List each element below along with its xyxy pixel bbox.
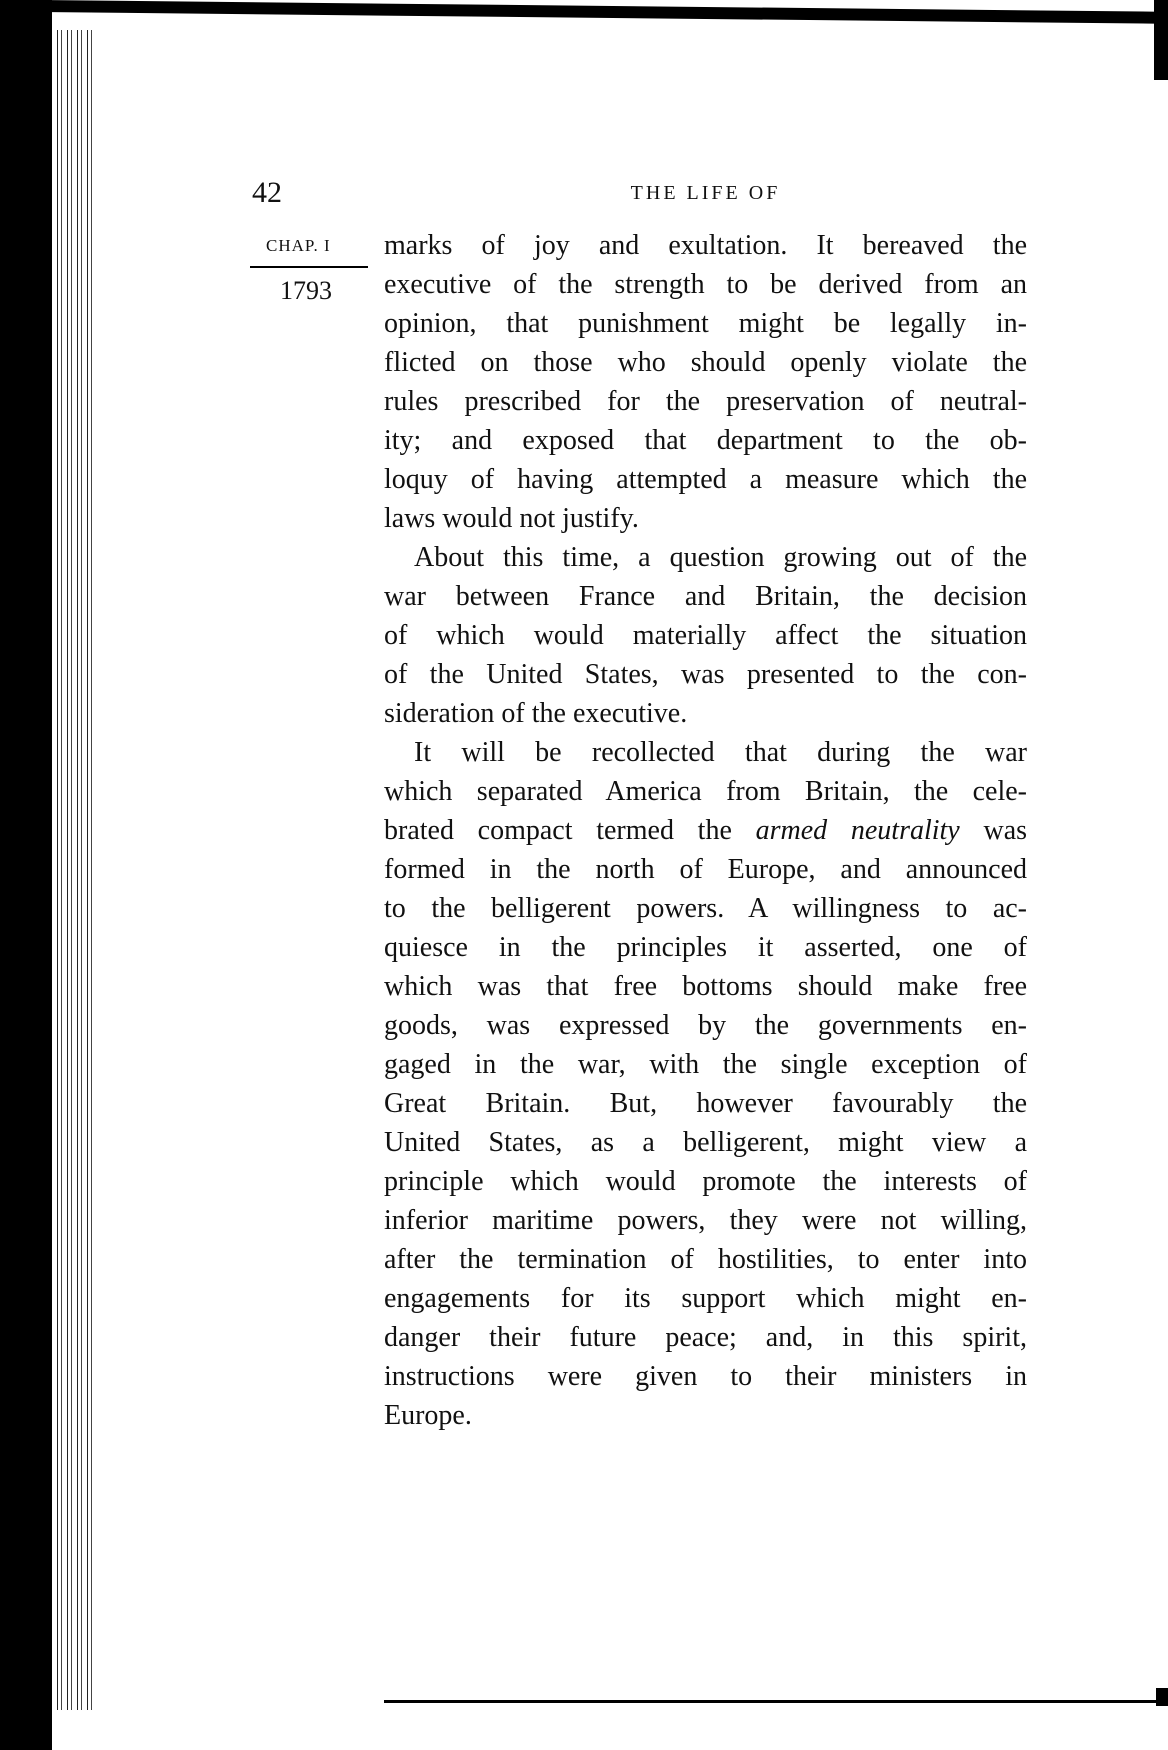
text-line: It will be recollected that during the war [414, 737, 1027, 768]
scan-bottom-right-edge [1156, 1688, 1168, 1706]
text-line: marks of joy and exultation. It bereaved the [384, 230, 1027, 261]
body-text [384, 226, 1027, 1435]
text-line: laws would not justify. [384, 503, 639, 534]
text-segment: was [983, 815, 1028, 846]
text-line: Great Britain. But, however favourably the [384, 1088, 1027, 1119]
margin-year: 1793 [280, 276, 332, 305]
scan-spine-lines [52, 30, 96, 1710]
text-segment: brated compact termed the [384, 815, 732, 846]
margin-rule [250, 266, 368, 268]
text-line: formed in the north of Europe, and announced [384, 854, 1027, 885]
text-line: rules prescribed for the preservation of neutral- [384, 386, 1027, 417]
text-line: which was that free bottoms should make free [384, 971, 1027, 1002]
running-head: THE LIFE OF [630, 182, 781, 204]
text-line: to the belligerent powers. A willingness to ac- [384, 893, 1027, 924]
text-line: flicted on those who should openly violate the [384, 347, 1027, 378]
text-line: Europe. [384, 1400, 472, 1431]
text-line: engagements for its support which might en- [384, 1283, 1027, 1314]
text-line: principle which would promote the interests of [384, 1166, 1027, 1197]
text-line: quiesce in the principles it asserted, one of [384, 932, 1027, 963]
text-line: danger their future peace; and, in this spirit, [384, 1322, 1027, 1353]
text-line: ity; and exposed that department to the ob- [384, 425, 1027, 456]
scan-bottom-edge [384, 1700, 1168, 1703]
scan-spine-edge [0, 0, 52, 1750]
text-line: gaged in the war, with the single exception of [384, 1049, 1027, 1080]
scan-top-edge [40, 0, 1168, 24]
text-line: goods, was expressed by the governments en- [384, 1010, 1027, 1041]
text-line: sideration of the executive. [384, 698, 688, 729]
italic-term: armed neutrality [755, 815, 960, 846]
text-line: loquy of having attempted a measure which the [384, 464, 1027, 495]
page-number: 42 [252, 176, 282, 209]
scan-top-right-edge [1154, 0, 1168, 80]
text-line: of which would materially affect the situation [384, 620, 1027, 651]
text-line [384, 811, 1027, 850]
text-line: opinion, that punishment might be legally in- [384, 308, 1027, 339]
text-line: of the United States, was presented to the con- [384, 659, 1027, 690]
paragraph-2 [384, 538, 1027, 733]
text-line: executive of the strength to be derived from an [384, 269, 1027, 300]
text-line: United States, as a belligerent, might view a [384, 1127, 1027, 1158]
text-line: which separated America from Britain, the cele- [384, 776, 1027, 807]
paragraph-3 [384, 733, 1027, 1435]
paragraph-1 [384, 226, 1027, 538]
text-line: war between France and Britain, the decision [384, 581, 1027, 612]
text-line: About this time, a question growing out of the [414, 542, 1027, 573]
text-line: inferior maritime powers, they were not willing, [384, 1205, 1027, 1236]
text-line: after the termination of hostilities, to enter into [384, 1244, 1027, 1275]
text-line: instructions were given to their ministers in [384, 1361, 1027, 1392]
margin-chapter: CHAP. I [266, 236, 331, 255]
